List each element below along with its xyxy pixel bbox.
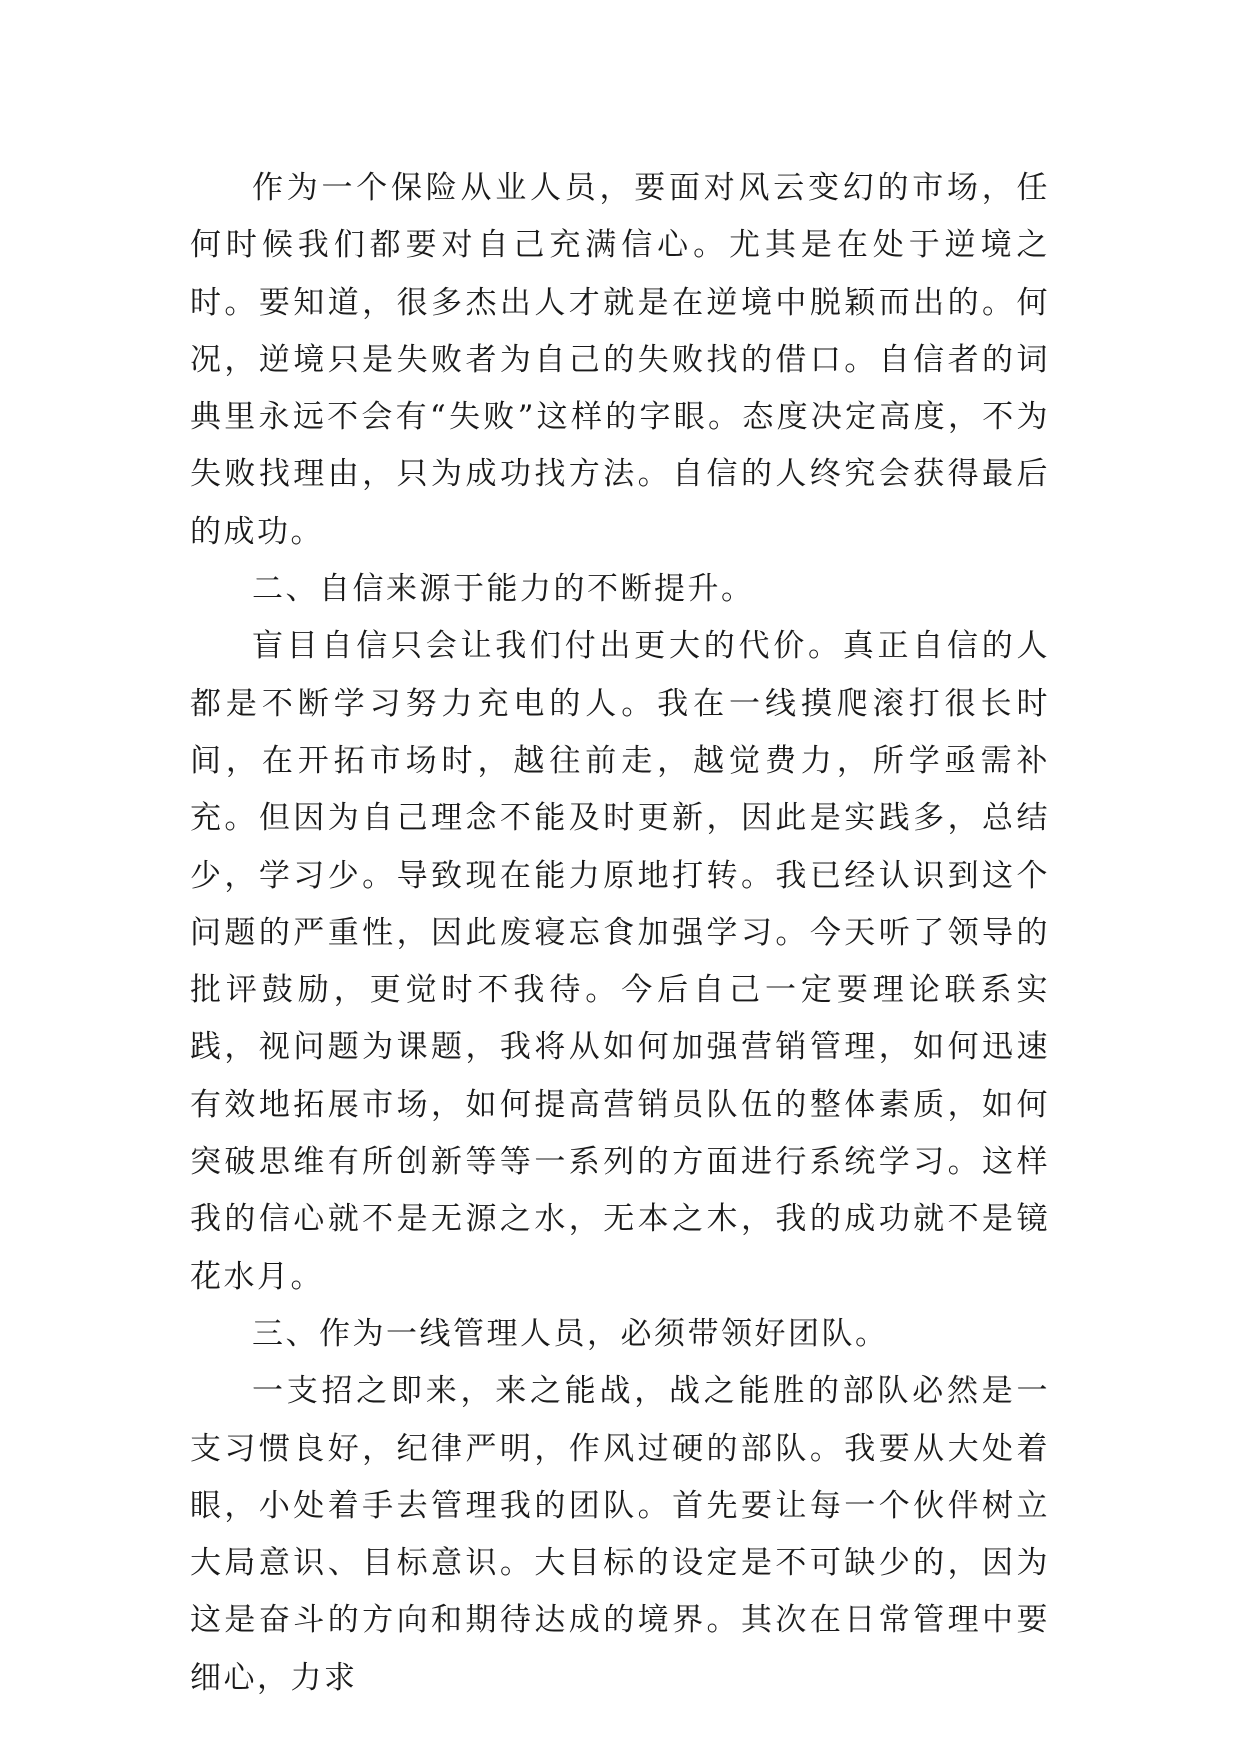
paragraph-learning: 盲目自信只会让我们付出更大的代价。真正自信的人都是不断学习努力充电的人。我在一线摸爬滚打很长时间，在开拓市场时，越往前走，越觉费力，所学亟需补充。但因为自己理念不能及时更新，因此是实践多，总结少，学习少。导致现在能力原地打转。我已经认识到这个问题的严重性，因此废寝忘食加强学习。今天听了领导的批评鼓励，更觉时不我待。今后自己一定要理论联系实践，视问题为课题，我将从如何加强营销管理，如何迅速有效地拓展市场，如何提高营销员队伍的整体素质，如何突破思维有所创新等等一系列的方面进行系统学习。这样我的信心就不是无源之水，无本之木，我的成功就不是镜花水月。: [190, 628, 1050, 1295]
section-heading-two: 二、自信来源于能力的不断提升。: [252, 571, 755, 608]
document-body: [190, 160, 1050, 1707]
paragraph-team-management: 一支招之即来，来之能战，战之能胜的部队必然是一支习惯良好，纪律严明，作风过硬的部队。我要从大处着眼，小处着手去管理我的团队。首先要让每一个伙伴树立大局意识、目标意识。大目标的设定是不可缺少的，因为这是奋斗的方向和期待达成的境界。其次在日常管理中要细心，力求: [190, 1373, 1050, 1696]
paragraph-confidence-intro: 作为一个保险从业人员，要面对风云变幻的市场，任何时候我们都要对自己充满信心。尤其是在处于逆境之时。要知道，很多杰出人才就是在逆境中脱颖而出的。何况，逆境只是失败者为自己的失败找的借口。自信者的词典里永远不会有“失败”这样的字眼。态度决定高度，不为失败找理由，只为成功找方法。自信的人终究会获得最后的成功。: [190, 170, 1050, 550]
section-heading-three: 三、作为一线管理人员，必须带领好团队。: [252, 1315, 889, 1352]
